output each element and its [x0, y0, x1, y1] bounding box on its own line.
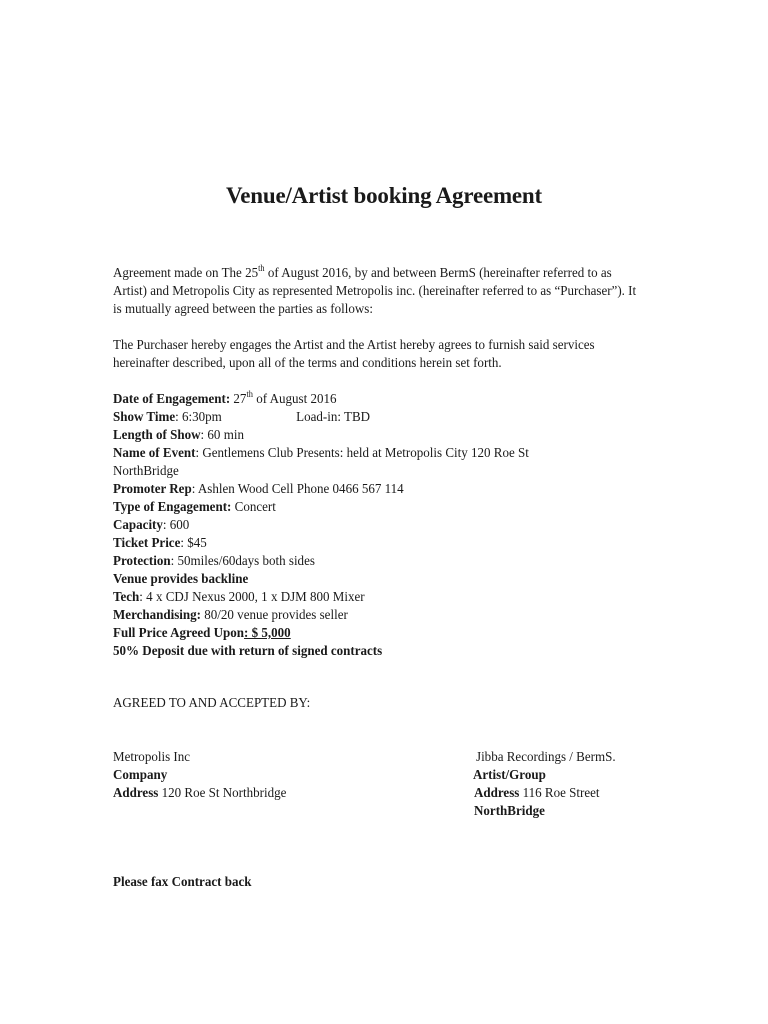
load-in-value: Load-in: TBD	[296, 410, 371, 425]
merch-value: 80/20 venue provides seller	[201, 608, 348, 623]
length-label: Length of Show	[113, 428, 201, 443]
intro-paragraph-1	[113, 265, 643, 319]
show-time-value: : 6:30pm	[175, 410, 222, 425]
fax-note: Please fax Contract back	[113, 875, 252, 890]
price-value: : $ 5,000	[244, 626, 291, 641]
protection-value: : 50miles/60days both sides	[170, 554, 315, 569]
capacity-label: Capacity	[113, 518, 163, 533]
date-label: Date of Engagement:	[113, 392, 231, 407]
length-value: : 60 min	[200, 428, 244, 443]
date-superscript: th	[246, 389, 253, 399]
type-value: Concert	[231, 500, 276, 515]
ticket-price	[113, 535, 207, 553]
event-value-continuation: NorthBridge	[113, 464, 179, 479]
show-time-label: Show Time	[113, 410, 176, 425]
right-address-value: 116 Roe Street	[519, 786, 600, 801]
event-label: Name of Event	[113, 446, 196, 461]
right-address	[474, 785, 600, 803]
left-address-value: 120 Roe St Northbridge	[158, 786, 287, 801]
date-value-a: 27	[230, 392, 247, 407]
full-price	[113, 625, 291, 643]
right-party-name: Jibba Recordings / BermS.	[476, 750, 616, 765]
left-address	[113, 785, 286, 803]
protection-label: Protection	[113, 554, 171, 569]
promoter-label: Promoter Rep	[113, 482, 192, 497]
date-value-b: of August 2016	[252, 392, 337, 407]
right-group-label: Artist/Group	[473, 768, 546, 783]
date-of-engagement	[113, 391, 337, 409]
type-of-engagement	[113, 499, 276, 517]
intro-paragraph-2: The Purchaser hereby engages the Artist and the Artist hereby agrees to furnish said services hereinafter described, upon all of the terms and conditions herein set forth.	[113, 338, 595, 371]
merchandising	[113, 607, 348, 625]
merch-label: Merchandising:	[113, 608, 202, 623]
tech-label: Tech	[113, 590, 140, 605]
capacity	[113, 517, 189, 535]
show-time	[113, 409, 370, 427]
intro-superscript: th	[258, 263, 265, 273]
deposit-note: 50% Deposit due with return of signed contracts	[113, 644, 383, 659]
length-of-show	[113, 427, 244, 445]
right-address-continuation: NorthBridge	[474, 804, 545, 819]
type-label: Type of Engagement:	[113, 500, 232, 515]
left-address-label: Address	[113, 786, 159, 801]
promoter-value: : Ashlen Wood Cell Phone 0466 567 114	[191, 482, 404, 497]
promoter-rep	[113, 481, 404, 499]
document-title: Venue/Artist booking Agreement	[225, 183, 542, 208]
agreed-heading: AGREED TO AND ACCEPTED BY:	[113, 696, 311, 711]
protection	[113, 553, 315, 571]
left-company-label: Company	[113, 768, 168, 783]
tech-value: : 4 x CDJ Nexus 2000, 1 x DJM 800 Mixer	[139, 590, 365, 605]
intro-text-a: Agreement made on The 25	[113, 266, 259, 281]
ticket-label: Ticket Price	[113, 536, 181, 551]
capacity-value: : 600	[162, 518, 190, 533]
right-address-label: Address	[474, 786, 520, 801]
ticket-value: : $45	[180, 536, 207, 551]
intro-text-b: of August 2016, by and between BermS (hereinafter referred to as Artist) and Metropolis City as represented Metropolis inc. (hereinafter referred to as “Purchaser”). It is mutually agreed between the parties as follows:	[113, 266, 637, 317]
venue-backline: Venue provides backline	[113, 572, 249, 587]
event-value: : Gentlemens Club Presents: held at Metropolis City 120 Roe St	[195, 446, 529, 461]
name-of-event	[113, 445, 529, 463]
tech	[113, 589, 365, 607]
price-label: Full Price Agreed Upon	[113, 626, 245, 641]
left-party-name: Metropolis Inc	[113, 750, 191, 765]
